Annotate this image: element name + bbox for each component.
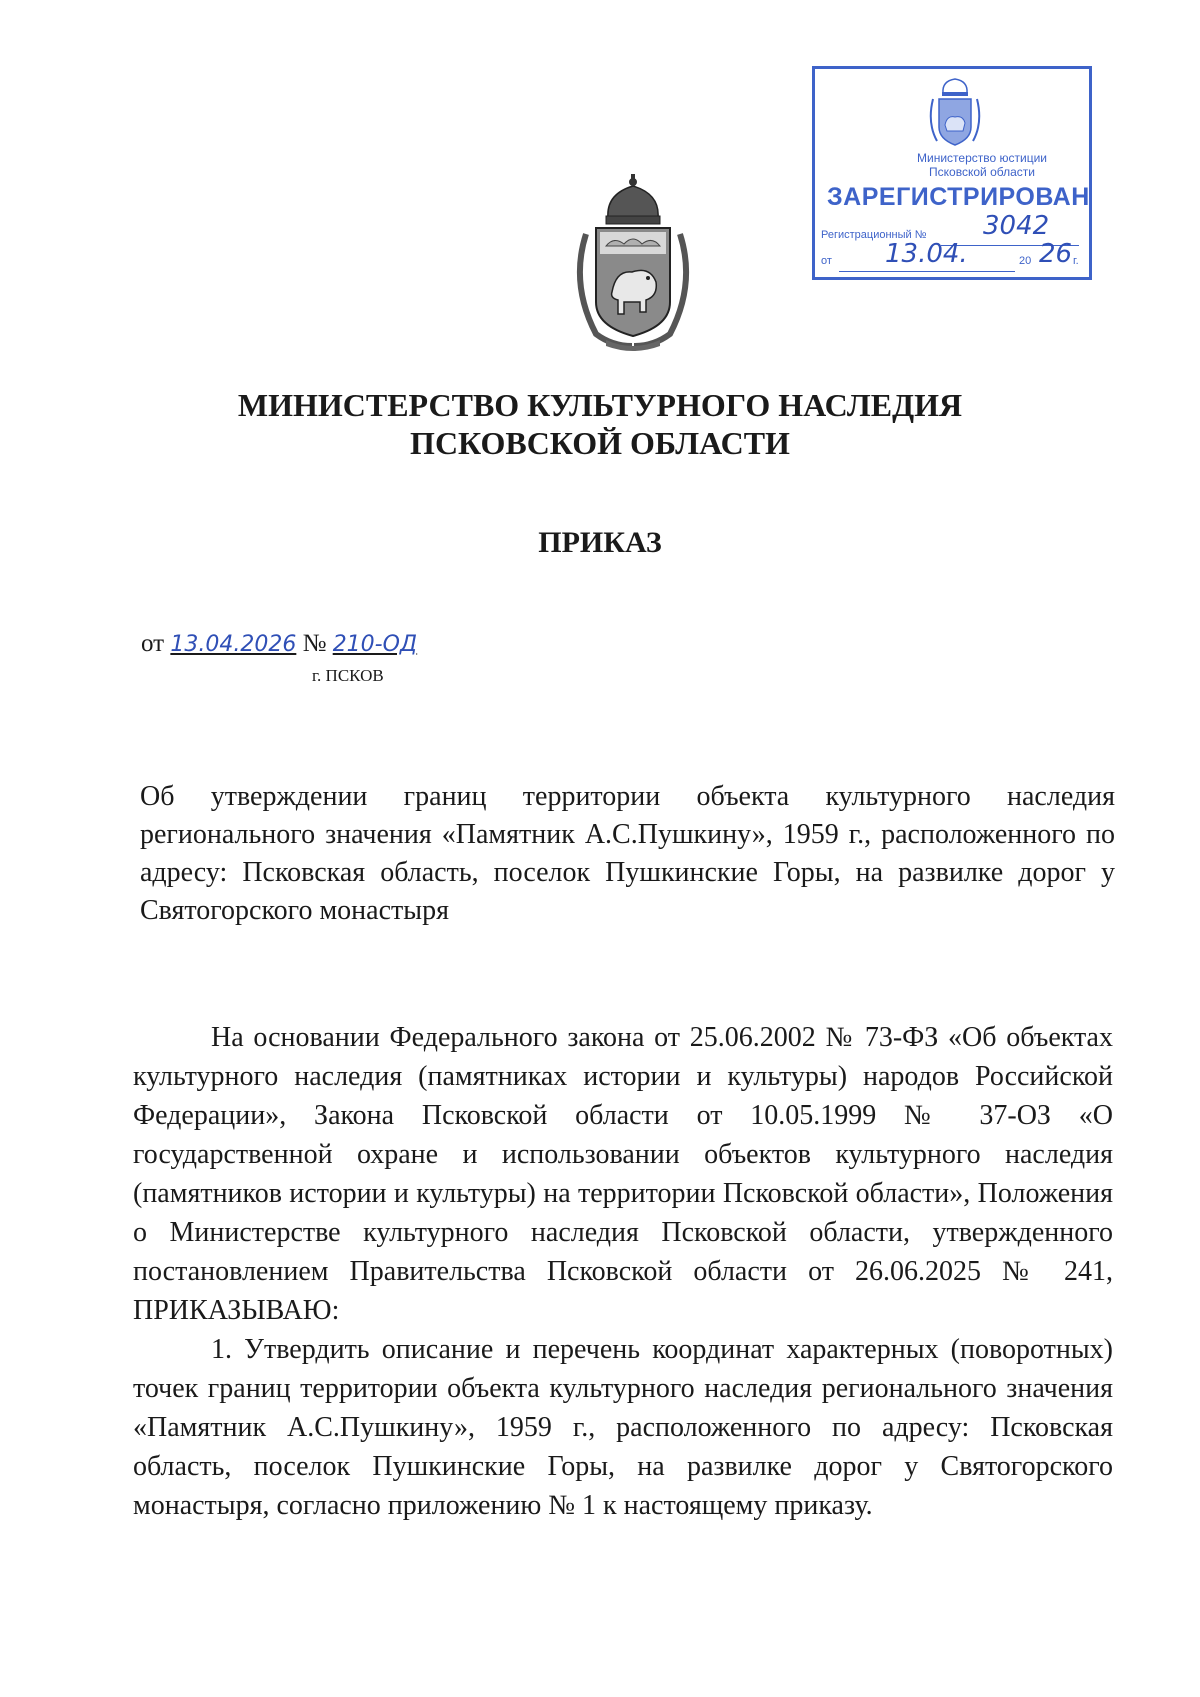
order-date: 13.04.2026 <box>170 632 297 657</box>
order-body <box>133 1018 1113 1525</box>
order-date-prefix: от <box>141 630 165 657</box>
stamp-year-suffix: г. <box>1073 255 1079 267</box>
stamp-date-underline <box>839 271 1015 272</box>
registration-stamp <box>812 66 1092 280</box>
order-number-prefix: № <box>302 630 327 657</box>
order-number: 210-ОД <box>332 632 418 657</box>
order-item-1: 1. Утвердить описание и перечень координат характерных (поворотных) точек границ территории объекта культурного наследия регионального значения «Памятник А.С.Пушкину», 1959 г., расположенного по адресу: Псковская область, поселок Пушкинские Горы, на развилке дорог у Святогорского монастыря, согласно приложению № 1 к настоящему приказу. <box>133 1334 1113 1521</box>
order-subject: Об утверждении границ территории объекта культурного наследия регионального значения «Памятник А.С.Пушкину», 1959 г., расположенного по адресу: Псковская область, поселок Пушкинские Горы, на развилке дорог у Святогорского монастыря <box>140 781 1115 926</box>
stamp-date-label: от <box>821 255 832 267</box>
order-number-line <box>141 630 417 658</box>
stamp-emblem-icon <box>927 77 983 149</box>
document-type: ПРИКАЗ <box>538 526 662 559</box>
coat-of-arms-icon <box>566 174 700 352</box>
stamp-reg-number: 3042 <box>983 211 1050 241</box>
coat-of-arms-emblem <box>566 174 700 352</box>
ministry-title <box>0 386 1200 462</box>
order-preamble: На основании Федерального закона от 25.06.2002 № 73-ФЗ «Об объектах культурного наследия (памятниках истории и культуры) народов Российской Федерации», Закона Псковской области от 10.05.1999 № 37-ОЗ «О государственной охране и использовании объектов культурного наследия (памятников истории и культуры) на территории Псковской области», Положения о Министерстве культурного наследия Псковской области, утвержденного постановлением Правительства Псковской области от 26.06.2025 № 241, ПРИКАЗЫВАЮ: <box>133 1022 1113 1326</box>
stamp-year-prefix: 20 <box>1019 255 1032 267</box>
ministry-title-line1: МИНИСТЕРСТВО КУЛЬТУРНОГО НАСЛЕДИЯ <box>237 387 963 423</box>
stamp-reg-label: Регистрационный № <box>821 229 927 241</box>
stamp-line-region: Псковской области <box>929 165 1035 179</box>
stamp-line-ministry: Министерство юстиции <box>917 151 1047 165</box>
order-city: г. ПСКОВ <box>312 666 384 685</box>
stamp-status: ЗАРЕГИСТРИРОВАН <box>827 183 1090 211</box>
stamp-year-value: 26 <box>1039 239 1073 269</box>
stamp-date-value: 13.04. <box>885 239 968 269</box>
ministry-title-line2: ПСКОВСКОЙ ОБЛАСТИ <box>410 425 790 461</box>
